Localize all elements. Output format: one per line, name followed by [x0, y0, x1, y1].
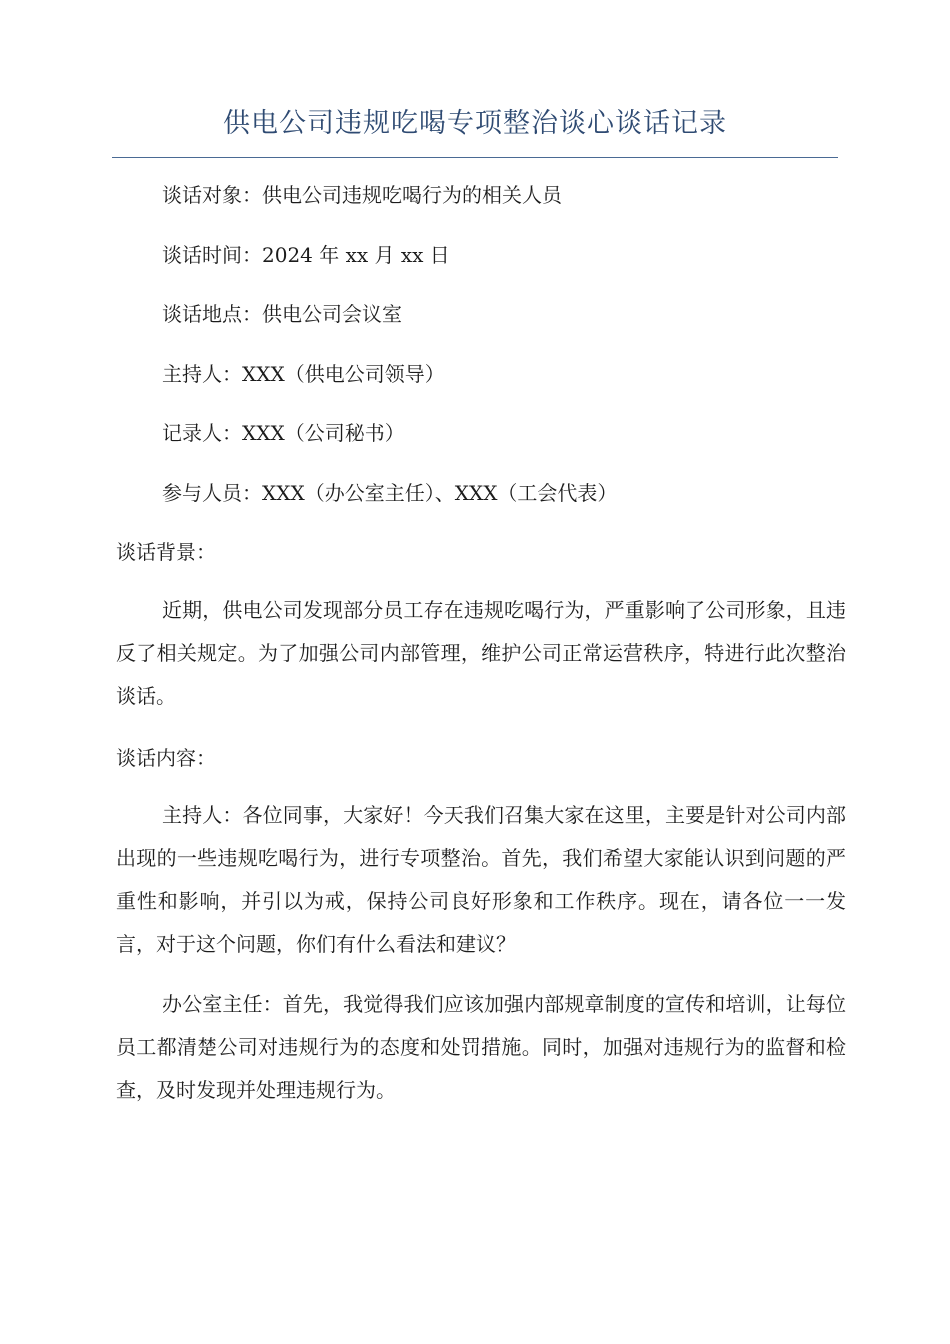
meeting-recorder: 记录人：XXX（公司秘书） — [162, 421, 405, 445]
background-heading: 谈话背景： — [116, 540, 216, 564]
meeting-participants: 参与人员：XXX（办公室主任）、XXX（工会代表） — [162, 480, 618, 505]
meeting-time: 谈话时间：2024 年 xx 月 xx 日 — [162, 242, 450, 267]
meeting-location: 谈话地点：供电公司会议室 — [162, 302, 402, 326]
meeting-subject: 谈话对象：供电公司违规吃喝行为的相关人员 — [162, 183, 562, 207]
background-paragraph: 近期，供电公司发现部分员工存在违规吃喝行为，严重影响了公司形象，且违反了相关规定。为了加强公司内部管理，维护公司正常运营秩序，特进行此次整治谈话。 — [116, 598, 846, 708]
document-title: 供电公司违规吃喝专项整治谈心谈话记录 — [223, 108, 727, 139]
meeting-info — [116, 178, 846, 535]
content-heading: 谈话内容： — [116, 746, 216, 770]
office-director-statement-paragraph: 办公室主任：首先，我觉得我们应该加强内部规章制度的宣传和培训，让每位员工都清楚公司对违规行为的态度和处罚措施。同时，加强对违规行为的监督和检查，及时发现并处理违规行为。 — [116, 992, 846, 1102]
meeting-host: 主持人：XXX（供电公司领导） — [162, 361, 445, 386]
title-underline — [112, 157, 838, 158]
host-statement-paragraph: 主持人：各位同事，大家好！今天我们召集大家在这里，主要是针对公司内部出现的一些违规吃喝行为，进行专项整治。首先，我们希望大家能认识到问题的严重性和影响，并引以为戒，保持公司良好形象和工作秩序。现在，请各位一一发言，对于这个问题，你们有什么看法和建议？ — [116, 803, 846, 956]
